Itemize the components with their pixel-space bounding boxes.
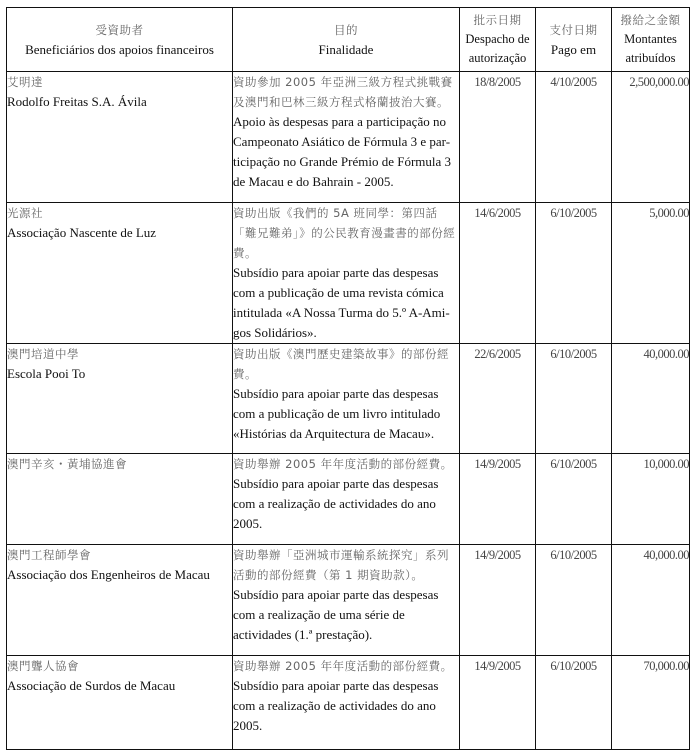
header-purpose-pt: Finalidade [318, 41, 374, 57]
dispatch-date: 22/6/2005 [460, 344, 536, 454]
beneficiary-pt: Associação dos Engenheiros de Macau [7, 567, 210, 582]
beneficiary-pt: Associação de Surdos de Macau [7, 678, 176, 693]
paid-date: 6/10/2005 [536, 656, 612, 750]
header-dispatch-pt-2: autorização [468, 51, 527, 65]
amount: 70,000.00 [612, 656, 690, 750]
header-amount-pt-1: Montantes [624, 32, 677, 46]
beneficiary-zh: 澳門工程師學會 [7, 548, 91, 562]
paid-date: 6/10/2005 [536, 344, 612, 454]
beneficiary-pt: Associação Nascente de Luz [7, 225, 157, 240]
table-row [7, 344, 690, 454]
purpose-pt: Subsídio para apoiar parte das despesas com a realização de actividades do ano 2005. [233, 476, 439, 531]
purpose-zh: 資助舉辦 2005 年年度活動的部份經費。 [233, 659, 453, 673]
header-beneficiary [7, 8, 233, 72]
purpose-zh: 資助參加 2005 年亞洲三級方程式挑戰賽及澳門和巴林三級方程式格蘭披治大賽。 [233, 75, 453, 109]
header-beneficiary-zh: 受資助者 [95, 22, 144, 37]
paid-date: 4/10/2005 [536, 72, 612, 203]
beneficiary-zh: 澳門辛亥・黃埔協進會 [7, 457, 127, 471]
beneficiary-zh: 艾明達 [7, 75, 43, 89]
table-row [7, 454, 690, 545]
beneficiary-cell [7, 344, 233, 454]
table-row [7, 203, 690, 344]
purpose-pt: Subsídio para apoiar parte das despesas com a realização de actividades do ano 2005. [233, 678, 439, 733]
paid-date: 6/10/2005 [536, 203, 612, 344]
table-row [7, 656, 690, 750]
purpose-zh: 資助出版《澳門歷史建築故事》的部份經費。 [233, 347, 449, 381]
beneficiary-cell [7, 203, 233, 344]
table-row [7, 72, 690, 203]
header-paid-zh: 支付日期 [549, 22, 598, 37]
beneficiary-pt: Rodolfo Freitas S.A. Ávila [7, 94, 147, 109]
amount: 40,000.00 [612, 545, 690, 656]
purpose-pt: Subsídio para apoiar parte das despesas com a realização de uma série de actividades (1.ª prestação). [233, 587, 439, 642]
purpose-cell [233, 72, 460, 203]
beneficiary-cell [7, 454, 233, 545]
amount: 2,500,000.00 [612, 72, 690, 203]
header-amount-pt-2: atribuídos [625, 51, 676, 65]
dispatch-date: 14/9/2005 [460, 454, 536, 545]
header-beneficiary-pt: Beneficiários dos apoios financeiros [25, 41, 214, 57]
header-dispatch-date [460, 8, 536, 72]
purpose-cell [233, 656, 460, 750]
beneficiary-pt: Escola Pooi To [7, 366, 86, 381]
purpose-cell [233, 344, 460, 454]
paid-date: 6/10/2005 [536, 454, 612, 545]
beneficiary-zh: 澳門聾人協會 [7, 659, 79, 673]
header-paid-date [536, 8, 612, 72]
paid-date: 6/10/2005 [536, 545, 612, 656]
purpose-pt: Apoio às despesas para a participação no Campeonato Asiático de Fórmula 3 e par-ticipação no Grande Prémio de Fórmula 3 de Macau e do Bahrain - 2005. [233, 114, 452, 189]
purpose-pt: Subsídio para apoiar parte das despesas com a publicação de um livro intitulado «Histórias da Arquitectura de Macau». [233, 386, 441, 441]
header-purpose-zh: 目的 [334, 22, 358, 37]
purpose-zh: 資助舉辦 2005 年年度活動的部份經費。 [233, 457, 453, 471]
beneficiary-cell [7, 656, 233, 750]
table-row [7, 545, 690, 656]
dispatch-date: 14/9/2005 [460, 656, 536, 750]
amount: 40,000.00 [612, 344, 690, 454]
header-dispatch-pt-1: Despacho de [465, 32, 530, 46]
beneficiary-cell [7, 72, 233, 203]
grants-table [6, 7, 690, 750]
beneficiary-zh: 澳門培道中學 [7, 347, 79, 361]
purpose-zh: 資助出版《我們的 5A 班同學：第四話「難兄難弟」》的公民教育漫畫書的部份經費。 [233, 206, 456, 260]
beneficiary-zh: 光源社 [7, 206, 43, 220]
header-dispatch-zh: 批示日期 [473, 13, 522, 27]
dispatch-date: 14/9/2005 [460, 545, 536, 656]
purpose-pt: Subsídio para apoiar parte das despesas com a publicação de uma revista cómica intitulada «A Nossa Turma do 5.º A-Ami-gos Solidários». [233, 265, 450, 340]
amount: 10,000.00 [612, 454, 690, 545]
beneficiary-cell [7, 545, 233, 656]
dispatch-date: 14/6/2005 [460, 203, 536, 344]
header-row [7, 8, 690, 72]
header-purpose [233, 8, 460, 72]
header-paid-pt: Pago em [550, 41, 597, 57]
amount: 5,000.00 [612, 203, 690, 344]
purpose-cell [233, 545, 460, 656]
header-amount [612, 8, 690, 72]
purpose-cell [233, 454, 460, 545]
purpose-cell [233, 203, 460, 344]
purpose-zh: 資助舉辦「亞洲城市運輸系統探究」系列活動的部份經費（第 1 期資助款）。 [233, 548, 449, 582]
dispatch-date: 18/8/2005 [460, 72, 536, 203]
header-amount-zh: 撥給之金額 [620, 13, 681, 27]
